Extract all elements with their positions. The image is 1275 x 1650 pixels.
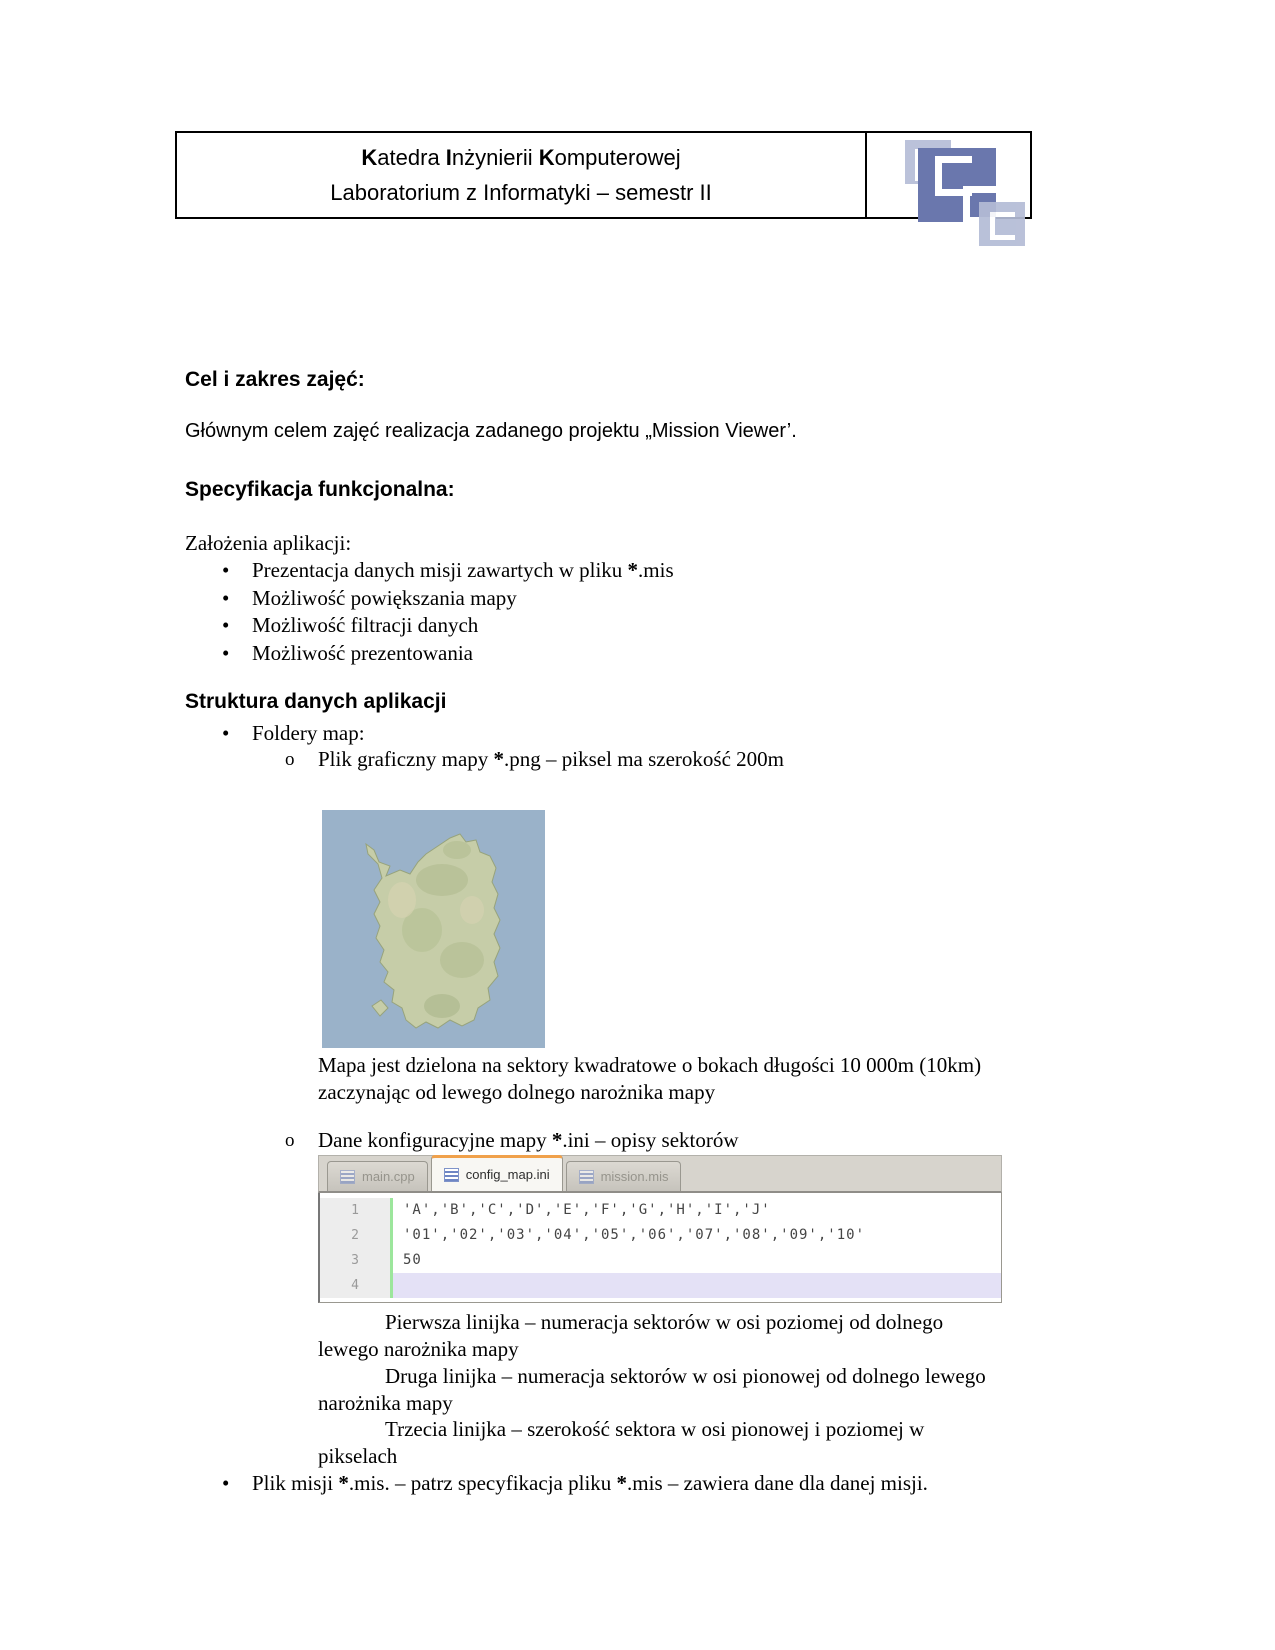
editor-tab-bar (318, 1155, 1002, 1193)
line-number: 3 (320, 1248, 390, 1273)
header-box (175, 131, 1032, 219)
list-item: Możliwość prezentowania (252, 641, 474, 665)
line-number: 4 (320, 1273, 390, 1298)
tab-main-cpp: main.cpp (327, 1161, 428, 1191)
list-item-ini: Dane konfiguracyjne mapy *.ini – opisy sektorów (318, 1128, 739, 1152)
list-item-folders: Foldery map: (252, 721, 365, 745)
list-item: Możliwość powiększania mapy (252, 586, 517, 610)
map-image (322, 810, 545, 1048)
tab-mission-mis: mission.mis (566, 1161, 682, 1191)
department-header (177, 133, 867, 217)
editor-code-area (318, 1193, 1002, 1303)
section-heading-structure: Struktura danych aplikacji (185, 690, 447, 713)
code-line-highlighted (320, 1273, 1001, 1298)
tab-config-map-ini: config_map.ini (431, 1155, 563, 1191)
course-subtitle: Laboratorium z Informatyki – semestr II (330, 179, 712, 205)
note-line: pikselach (318, 1444, 398, 1468)
line-number: 1 (320, 1198, 390, 1223)
file-icon (340, 1170, 355, 1184)
section-heading-spec: Specyfikacja funkcjonalna: (185, 478, 455, 501)
bullet-icon: • (222, 721, 230, 745)
list-item-png: Plik graficzny mapy *.png – piksel ma szerokość 200m (318, 747, 784, 771)
line-number: 2 (320, 1223, 390, 1248)
department-title: Katedra Inżynierii Komputerowej (361, 144, 681, 170)
bullet-icon: • (222, 641, 230, 665)
map-caption-line1: Mapa jest dzielona na sektory kwadratowe o bokach długości 10 000m (10km) (318, 1053, 982, 1077)
bullet-icon: • (222, 586, 230, 610)
bullet-icon: • (222, 558, 230, 582)
department-logo-icon (905, 140, 1025, 240)
note-line: Trzecia linijka – szerokość sektora w osi pionowej i poziomej w (385, 1417, 925, 1441)
code-line: 1 'A','B','C','D','E','F','G','H','I','J' (320, 1198, 1001, 1223)
list-item: Możliwość filtracji danych (252, 613, 479, 637)
note-line: Druga linijka – numeracja sektorów w osi pionowej od dolnego lewego (385, 1364, 986, 1388)
bullet-icon: • (222, 613, 230, 637)
list-item: Prezentacja danych misji zawartych w pliku *.mis (252, 558, 674, 582)
note-line: narożnika mapy (318, 1391, 453, 1415)
note-line: Pierwsza linijka – numeracja sektorów w osi poziomej od dolnego (385, 1310, 944, 1334)
section-heading-goal: Cel i zakres zajęć: (185, 368, 365, 391)
sub-bullet-icon: o (285, 749, 295, 770)
goal-paragraph: Głównym celem zajęć realizacja zadanego projektu „Mission Viewer’. (185, 420, 797, 442)
file-icon (579, 1170, 594, 1184)
file-icon (444, 1168, 459, 1182)
note-line: lewego narożnika mapy (318, 1337, 519, 1361)
code-editor-screenshot (318, 1155, 1002, 1303)
sub-bullet-icon: o (285, 1130, 295, 1151)
code-line: 2 '01','02','03','04','05','06','07','08','09','10' (320, 1223, 1001, 1248)
map-caption-line2: zaczynając od lewego dolnego narożnika mapy (318, 1080, 716, 1104)
code-line: 3 50 (320, 1248, 1001, 1273)
assumptions-label: Założenia aplikacji: (185, 531, 352, 555)
bullet-icon: • (222, 1471, 230, 1495)
list-item-mission-file: Plik misji *.mis. – patrz specyfikacja pliku *.mis – zawiera dane dla danej misji. (252, 1471, 928, 1495)
